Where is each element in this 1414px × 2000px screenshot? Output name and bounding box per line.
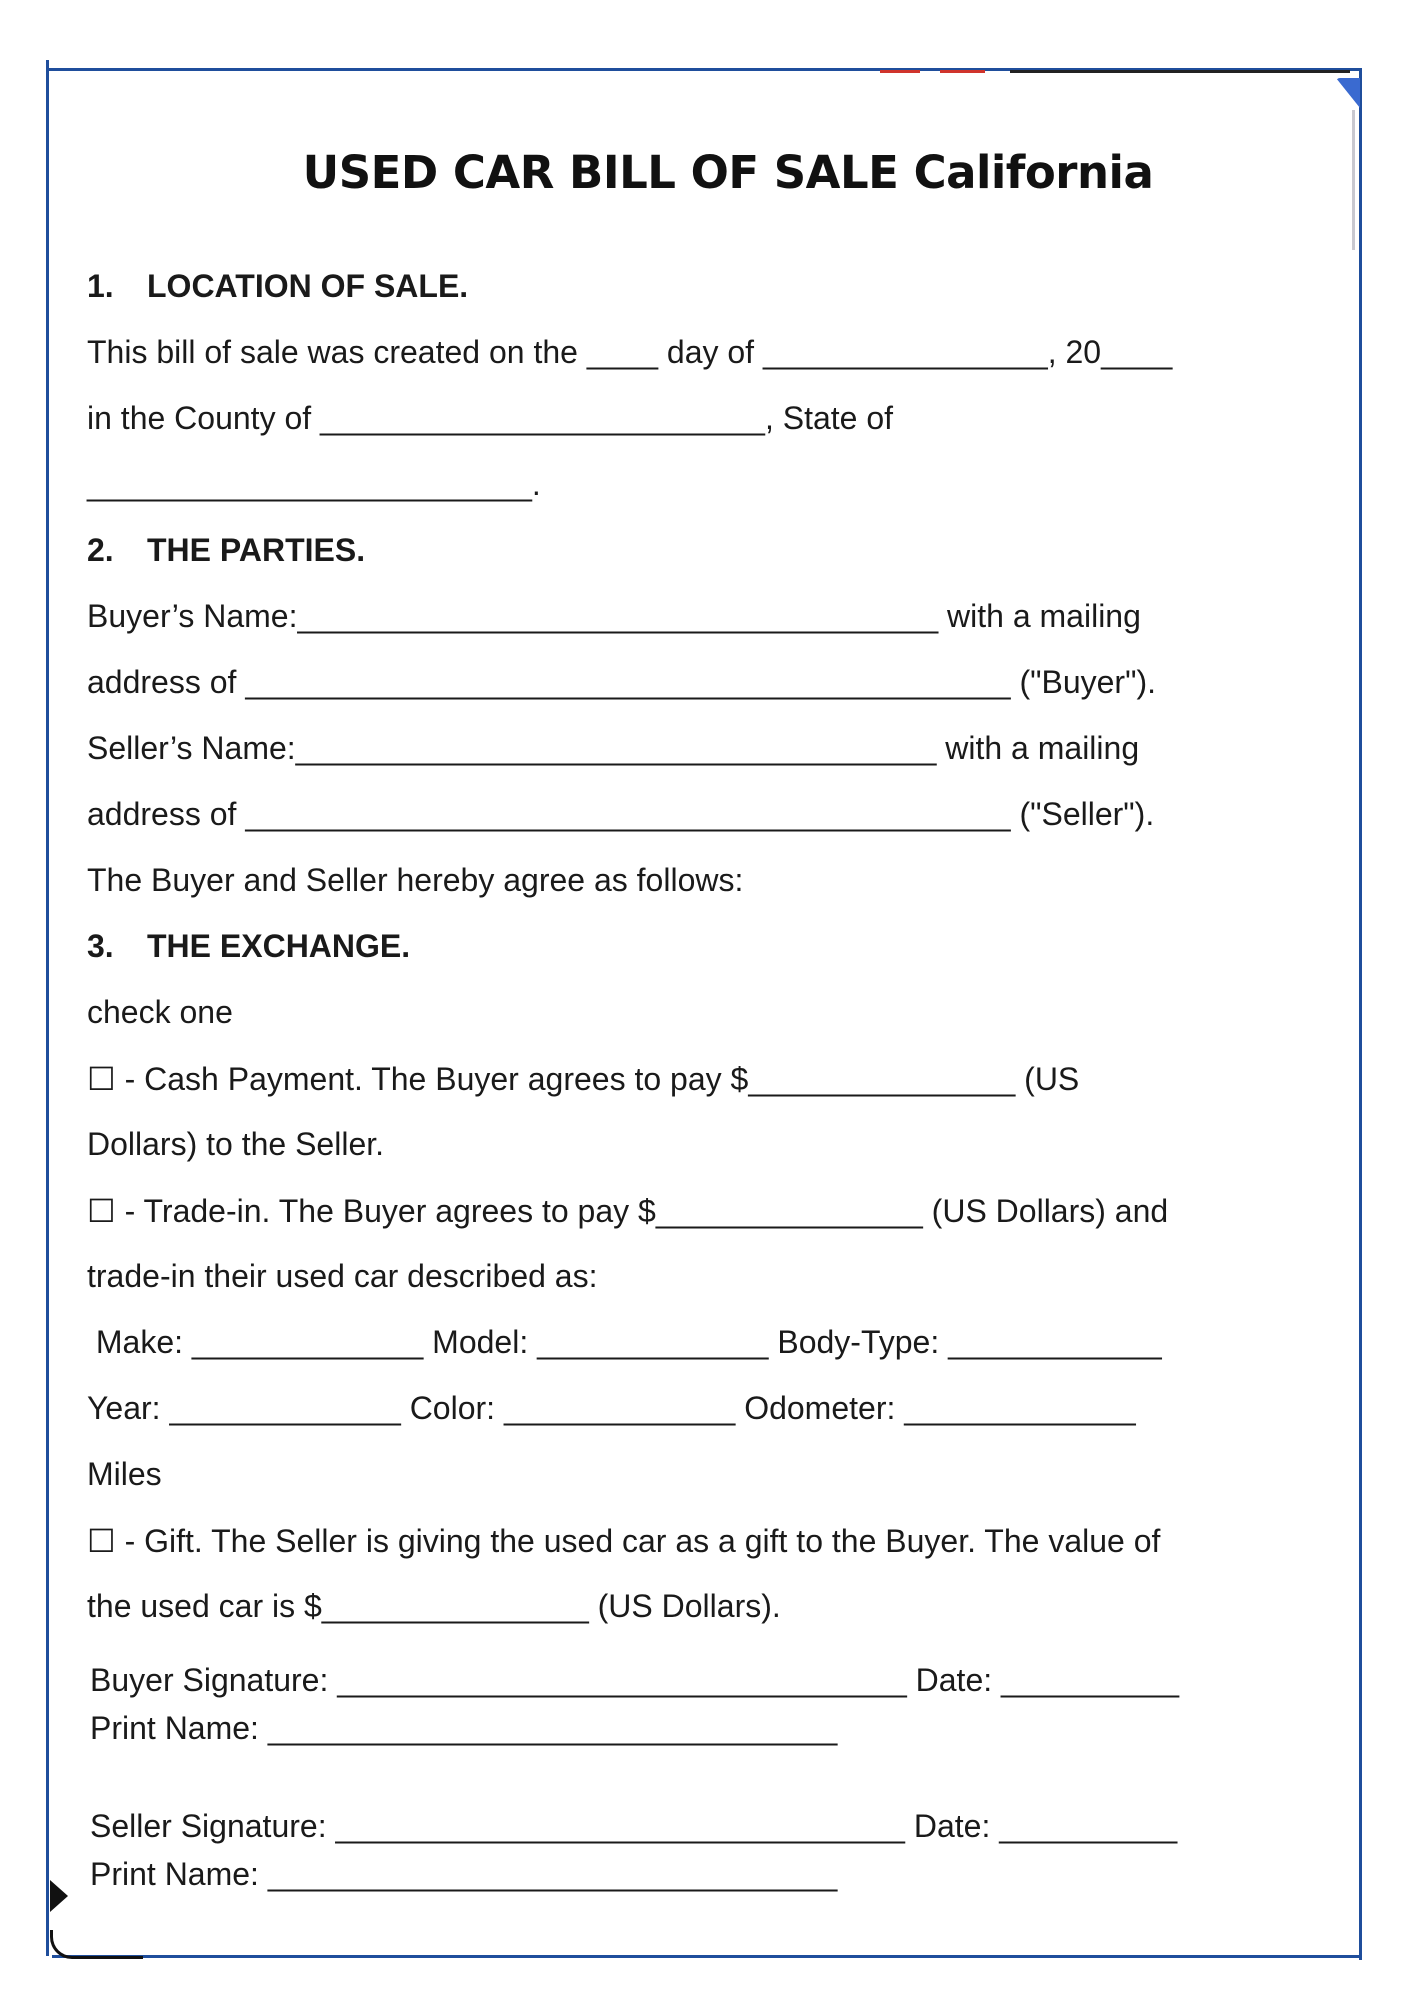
section-title: THE EXCHANGE. bbox=[147, 928, 411, 964]
top-edge-mark bbox=[940, 70, 985, 73]
top-edge-mark bbox=[880, 70, 920, 73]
gift-option-cont: the used car is $_______________ (US Dollars). bbox=[87, 1588, 781, 1624]
section-number: 3. bbox=[87, 928, 114, 964]
state-line: _________________________. bbox=[87, 466, 541, 502]
section-title: LOCATION OF SALE. bbox=[147, 268, 469, 304]
buyer-signature-line: Buyer Signature: ________________________________ Date: __________ bbox=[90, 1662, 1179, 1698]
seller-name-line: Seller’s Name:____________________________________ with a mailing bbox=[87, 730, 1140, 766]
page-border-right bbox=[1359, 68, 1362, 1960]
buyer-address-line: address of ___________________________________________ ("Buyer"). bbox=[87, 664, 1156, 700]
county-line: in the County of _________________________, State of bbox=[87, 400, 894, 436]
page-border-left bbox=[46, 60, 49, 1956]
check-one-label: check one bbox=[87, 994, 233, 1030]
corner-ornament-bottom-left bbox=[50, 1930, 143, 1959]
buyer-print-name-line: Print Name: ________________________________ bbox=[90, 1710, 838, 1746]
section-2-heading bbox=[87, 532, 365, 569]
trade-in-option-cont: trade-in their used car described as: bbox=[87, 1258, 598, 1294]
seller-print-name-line: Print Name: ________________________________ bbox=[90, 1856, 838, 1892]
seller-signature-line: Seller Signature: ________________________________ Date: __________ bbox=[90, 1808, 1178, 1844]
section-3-heading bbox=[87, 928, 410, 965]
seller-address-line: address of ___________________________________________ ("Seller"). bbox=[87, 796, 1155, 832]
trade-in-option: ☐ - Trade-in. The Buyer agrees to pay $_______________ (US Dollars) and bbox=[87, 1193, 1169, 1229]
buyer-name-line: Buyer’s Name:____________________________________ with a mailing bbox=[87, 598, 1141, 634]
section-1-heading bbox=[87, 268, 468, 305]
corner-ornament-top-right bbox=[1336, 78, 1360, 108]
section-number: 1. bbox=[87, 268, 114, 304]
vehicle-make-model-line: Make: _____________ Model: _____________ Body-Type: ____________ bbox=[87, 1324, 1162, 1360]
gift-option: ☐ - Gift. The Seller is giving the used car as a gift to the Buyer. The value of bbox=[87, 1523, 1161, 1559]
document-title: USED CAR BILL OF SALE California bbox=[302, 146, 1154, 199]
section-number: 2. bbox=[87, 532, 114, 568]
vehicle-year-color-line: Year: _____________ Color: _____________ Odometer: _____________ bbox=[87, 1390, 1136, 1426]
agreement-line: The Buyer and Seller hereby agree as follows: bbox=[87, 862, 744, 898]
top-edge-mark bbox=[1010, 70, 1350, 73]
page-border-bottom bbox=[52, 1955, 1362, 1958]
cash-payment-option: ☐ - Cash Payment. The Buyer agrees to pay $_______________ (US bbox=[87, 1061, 1080, 1097]
section-title: THE PARTIES. bbox=[147, 532, 366, 568]
arrow-marker-icon bbox=[50, 1880, 68, 1912]
sale-date-line: This bill of sale was created on the ____ day of ________________, 20____ bbox=[87, 334, 1173, 370]
cash-payment-option-cont: Dollars) to the Seller. bbox=[87, 1126, 385, 1162]
odometer-unit-label: Miles bbox=[87, 1456, 162, 1492]
